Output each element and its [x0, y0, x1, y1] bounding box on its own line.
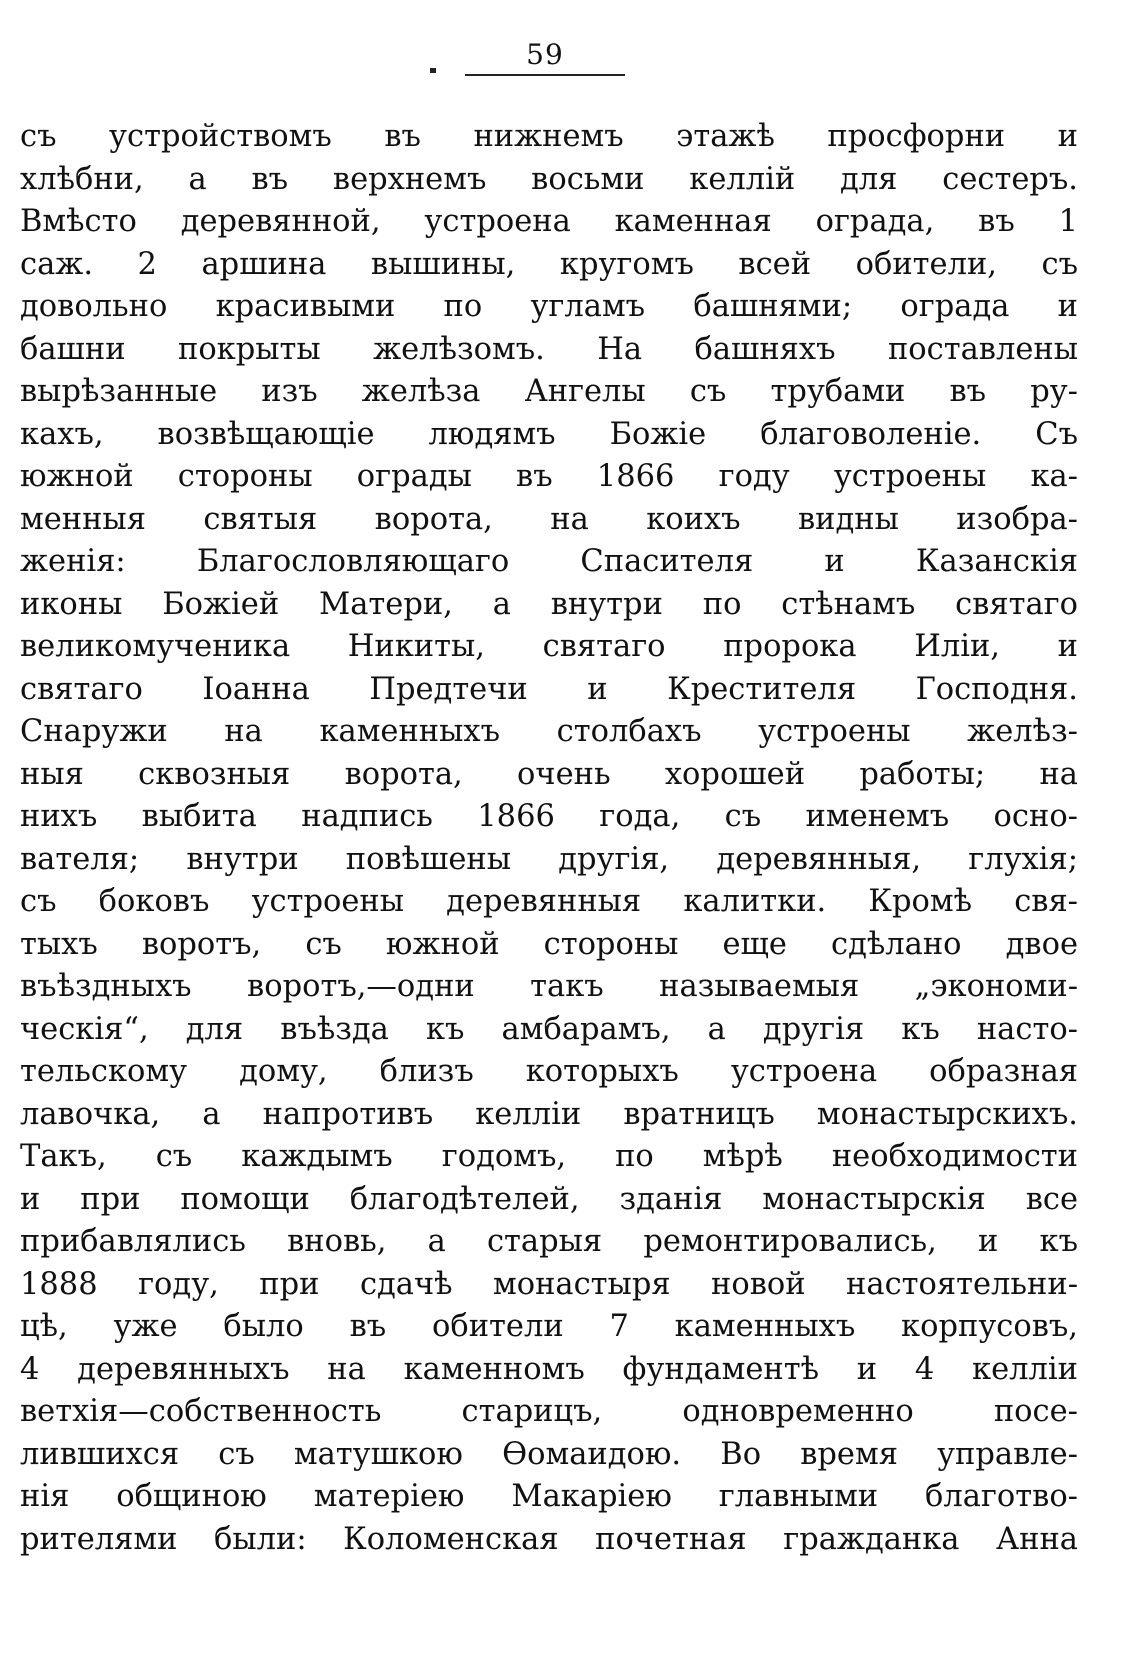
- text-line: хлѣбни, а въ верхнемъ восьми келлій для сестеръ.: [20, 161, 1078, 197]
- text-line: лившихся съ матушкою Ѳомаидою. Во время управле-: [20, 1436, 1078, 1472]
- text-line: лавочка, а напротивъ келліи вратницъ монастырскихъ.: [20, 1096, 1078, 1132]
- text-line: великомученика Никиты, святаго пророка Иліи, и: [20, 629, 1078, 664]
- text-line: южной стороны ограды въ 1866 году устроены ка-: [20, 459, 1078, 494]
- text-line: нія общиною матеріею Макаріею главными благотво-: [20, 1479, 1078, 1514]
- text-line: довольно красивыми по угламъ башнями; ограда и: [20, 289, 1078, 324]
- text-line: и при помощи благодѣтелей, зданія монастырскія все: [20, 1181, 1078, 1217]
- text-line: святаго Іоанна Предтечи и Крестителя Господня.: [20, 671, 1078, 707]
- text-line: башни покрыты желѣзомъ. На башняхъ поставлены: [20, 331, 1078, 367]
- text-line: вателя; внутри повѣшены другія, деревянныя, глухія;: [20, 841, 1078, 877]
- text-line: женія: Благословляющаго Спасителя и Казанскія: [20, 544, 1078, 579]
- text-line: съ устройствомъ въ нижнемъ этажѣ просфорни и: [20, 119, 1078, 154]
- text-line: нихъ выбита надпись 1866 года, съ именемъ осно-: [20, 799, 1078, 834]
- text-line: Такъ, съ каждымъ годомъ, по мѣрѣ необходимости: [20, 1139, 1078, 1174]
- text-line: съ боковъ устроены деревянныя калитки. Кромѣ свя-: [20, 884, 1078, 919]
- text-line: тельскому дому, близъ которыхъ устроена образная: [20, 1054, 1078, 1089]
- header-rule: [465, 74, 625, 76]
- page-header: [0, 38, 1140, 88]
- header-dot-mark: [430, 68, 436, 73]
- text-line: ныя сквозныя ворота, очень хорошей работы; на: [20, 756, 1078, 792]
- text-line: иконы Божіей Матери, а внутри по стѣнамъ святаго: [20, 586, 1078, 622]
- text-line: кахъ, возвѣщающіе людямъ Божіе благоволеніе. Съ: [20, 416, 1078, 452]
- text-line: въѣздныхъ воротъ,—одни такъ называемыя „экономи-: [20, 969, 1078, 1004]
- text-line: Снаружи на каменныхъ столбахъ устроены желѣз-: [20, 714, 1078, 749]
- text-line: ческія“, для въѣзда къ амбарамъ, а другія къ насто-: [20, 1011, 1078, 1047]
- page-number: 59: [526, 38, 564, 71]
- text-line: вырѣзанные изъ желѣза Ангелы съ трубами въ ру-: [20, 374, 1078, 409]
- text-line: 4 деревянныхъ на каменномъ фундаментѣ и 4 келліи: [20, 1351, 1078, 1387]
- text-line: 1888 году, при сдачѣ монастыря новой настоятельни-: [20, 1266, 1078, 1302]
- text-line: саж. 2 аршина вышины, кругомъ всей обители, съ: [20, 246, 1078, 282]
- text-line: цѣ, уже было въ обители 7 каменныхъ корпусовъ,: [20, 1309, 1078, 1344]
- text-line: прибавлялись вновь, а старыя ремонтировались, и къ: [20, 1224, 1078, 1259]
- text-line: менныя святыя ворота, на коихъ видны изобра-: [20, 501, 1078, 537]
- body-text: [20, 116, 1078, 1561]
- text-line: ветхія—собственность старицъ, одновременно посе-: [20, 1394, 1078, 1429]
- text-line: рителями были: Коломенская почетная гражданка Анна: [20, 1521, 1078, 1557]
- text-line: тыхъ воротъ, съ южной стороны еще сдѣлано двое: [20, 926, 1078, 962]
- text-line: Вмѣсто деревянной, устроена каменная ограда, въ 1: [20, 204, 1078, 239]
